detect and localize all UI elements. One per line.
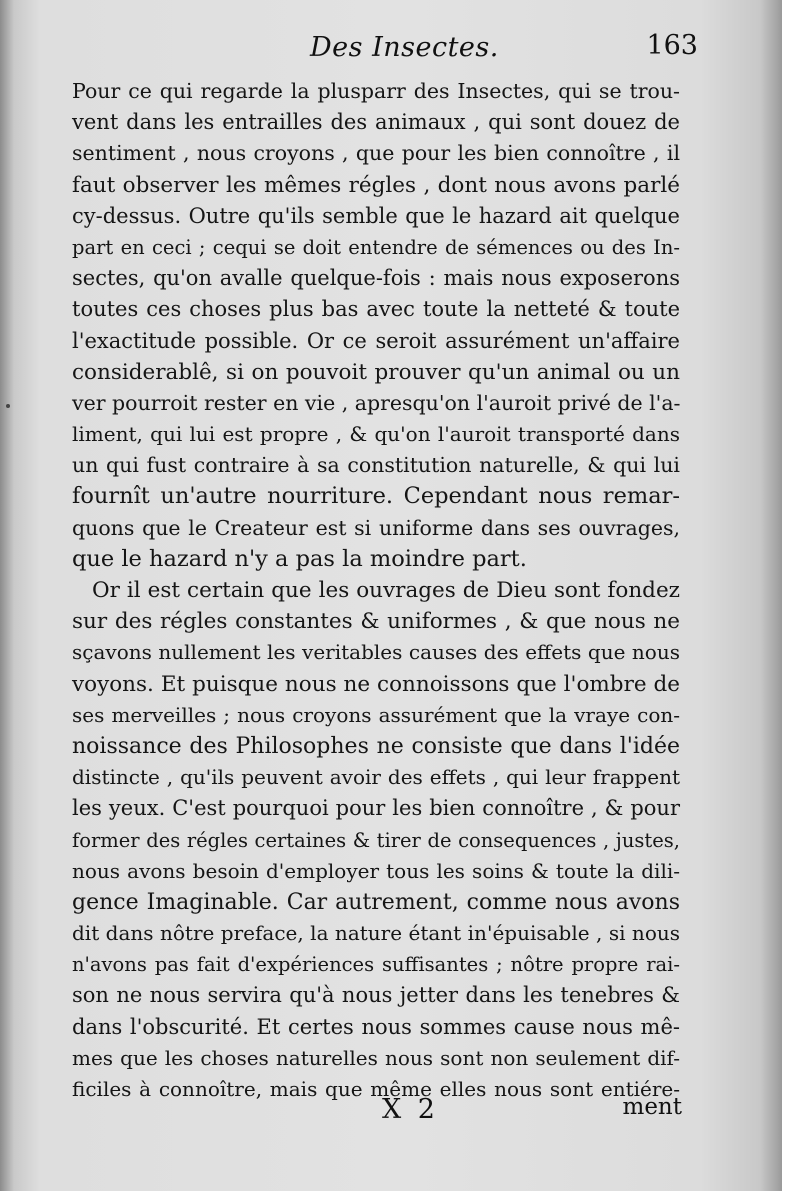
text-line: ficiles à connoître, mais que même elles nous sont entiére-: [72, 1077, 680, 1101]
text-line: ses merveilles ; nous croyons assurément que la vraye con-: [72, 702, 680, 727]
text-line: Pour ce qui regarde la plusparr des Insectes, qui se trou-: [72, 79, 680, 103]
text-line: toutes ces choses plus bas avec toute la netteté & toute: [72, 297, 680, 322]
body-text: [72, 76, 680, 1105]
text-line: gence Imaginable. Car autrement, comme nous avons: [72, 889, 680, 915]
text-line: sentiment , nous croyons , que pour les bien connoître , il: [72, 141, 680, 166]
text-line: dit dans nôtre preface, la nature étant in'épuisable , si nous: [72, 921, 680, 946]
text-line: faut observer les mêmes régles , dont nous avons parlé: [72, 172, 680, 198]
text-line: cy-dessus. Outre qu'ils semble que le hazard ait quelque: [72, 203, 680, 228]
text-line: noissance des Philosophes ne consiste que dans l'idée: [72, 733, 680, 759]
text-line: n'avons pas fait d'expériences suffisantes ; nôtre propre rai-: [72, 953, 680, 977]
page-footer: [72, 1090, 682, 1130]
text-line: quons que le Createur est si uniforme dans ses ouvrages,: [72, 515, 680, 540]
text-line: les yeux. C'est pourquoi pour les bien connoître , & pour: [72, 796, 680, 821]
text-line: mes que les choses naturelles nous sont non seulement dif-: [72, 1045, 680, 1070]
page-number: 163: [646, 30, 698, 61]
text-line: liment, qui lui est propre , & qu'on l'auroit transporté dans: [72, 422, 680, 447]
text-line: que le hazard n'y a pas la moindre part.: [72, 545, 527, 572]
text-line: considerablê, si on pouvoit prouver qu'un animal ou un: [72, 359, 680, 385]
text-line: sçavons nullement les veritables causes des effets que nous: [72, 640, 680, 665]
text-line: sur des régles constantes & uniformes , & que nous ne: [72, 609, 680, 635]
text-line: former des régles certaines & tirer de consequences , justes,: [72, 828, 680, 852]
signature-mark: X 2: [382, 1094, 439, 1125]
text-line: part en ceci ; cequi se doit entendre de sémences ou des In-: [72, 235, 680, 259]
catchword: ment: [622, 1094, 682, 1120]
text-line: l'exactitude possible. Or ce seroit assurément un'affaire: [72, 328, 680, 353]
text-line: un qui fust contraire à sa constitution naturelle, & qui lui: [72, 453, 680, 478]
ink-speck: [6, 404, 10, 408]
text-line: nous avons besoin d'employer tous les soins & toute la dili-: [72, 858, 680, 883]
text-line: Or il est certain que les ouvrages de Dieu sont fondez: [92, 578, 680, 603]
text-line: ver pourroit rester en vie , apresqu'on l'auroit privé de l'a-: [72, 390, 681, 415]
text-line: son ne nous servira qu'à nous jetter dans les tenebres &: [72, 983, 680, 1008]
text-line: sectes, qu'on avalle quelque-fois : mais nous exposerons: [72, 266, 680, 291]
text-line: fournît un'autre nourriture. Cependant nous remar-: [72, 483, 680, 510]
text-line: voyons. Et puisque nous ne connoissons que l'ombre de: [72, 671, 680, 697]
running-title: Des Insectes.: [310, 32, 499, 63]
text-line: dans l'obscurité. Et certes nous sommes cause nous mê-: [72, 1014, 680, 1039]
text-line: vent dans les entrailles des animaux , qui sont douez de: [72, 110, 680, 135]
text-line: distincte , qu'ils peuvent avoir des effets , qui leur frappent: [72, 765, 680, 790]
scan-margin: [782, 0, 800, 1191]
page-header: [70, 30, 698, 70]
